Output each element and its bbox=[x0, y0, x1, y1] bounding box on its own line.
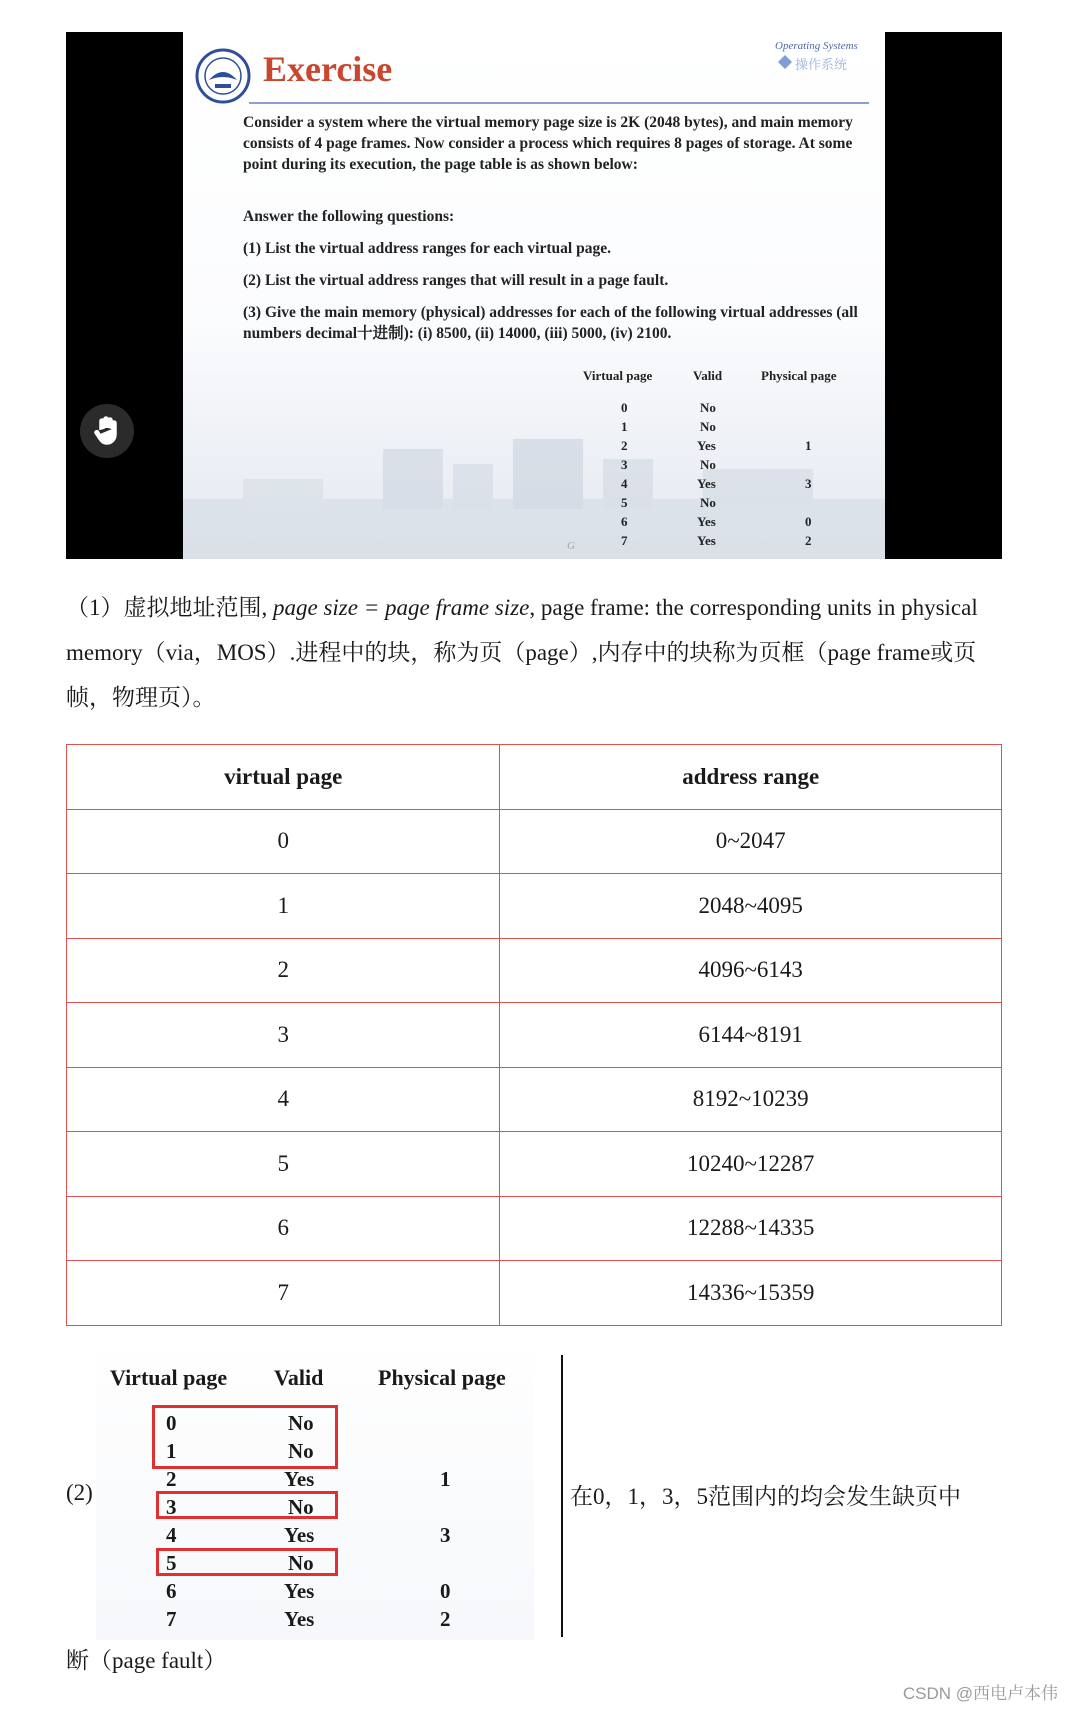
part1-explanation bbox=[66, 585, 1002, 720]
snippet-cell: No bbox=[288, 1495, 314, 1519]
slide-title: Exercise bbox=[263, 49, 393, 89]
table-header-row bbox=[67, 745, 1002, 810]
slide-table-cell: 1 bbox=[805, 438, 812, 453]
cell-address-range: 8192~10239 bbox=[500, 1067, 1002, 1132]
snippet-cell: 0 bbox=[440, 1579, 451, 1603]
slide-table-cell: 4 bbox=[621, 476, 628, 491]
highlight-box-page-5 bbox=[156, 1548, 338, 1576]
snippet-cell: 7 bbox=[166, 1607, 177, 1631]
cell-virtual-page: 5 bbox=[67, 1132, 500, 1197]
slide-paragraph-q2: (2) List the virtual address ranges that will result in a page fault. bbox=[243, 272, 669, 289]
table-row bbox=[67, 1132, 1002, 1197]
snippet-cell: 2 bbox=[166, 1467, 177, 1491]
table-row bbox=[67, 938, 1002, 1003]
part1-math-formula: page size = page frame size bbox=[273, 595, 530, 620]
slide-paragraph-intro: Consider a system where the virtual memory page size is 2K (2048 bytes), and main memory consists of 4 page frames. Now consider a process which requires 8 pages of storage. At some point during its execution, the page table is as shown below: bbox=[243, 114, 853, 173]
slide-paragraph-questions: Answer the following questions: bbox=[243, 208, 455, 225]
header-address-range: address range bbox=[500, 745, 1002, 810]
slide-table-cell: 2 bbox=[621, 438, 628, 453]
header-virtual-page: virtual page bbox=[67, 745, 500, 810]
snippet-header-virtual-page: Virtual page bbox=[110, 1365, 228, 1390]
campus-background-image bbox=[183, 409, 885, 559]
cell-address-range: 14336~15359 bbox=[500, 1261, 1002, 1326]
table-row bbox=[67, 1067, 1002, 1132]
part2-label: (2) bbox=[66, 1480, 93, 1505]
highlight-box-page-3 bbox=[156, 1491, 338, 1519]
snippet-cell: Yes bbox=[284, 1523, 315, 1547]
course-brand-subtitle: 操作系统 bbox=[795, 57, 848, 72]
slide-corner-text: G bbox=[567, 540, 575, 552]
cell-virtual-page: 7 bbox=[67, 1261, 500, 1326]
snippet-cell: Yes bbox=[284, 1467, 315, 1491]
table-row bbox=[67, 874, 1002, 939]
table-row bbox=[67, 1003, 1002, 1068]
snippet-cell: 4 bbox=[166, 1523, 177, 1547]
snippet-cell: 1 bbox=[166, 1439, 177, 1463]
slide-table-header-virtual-page: Virtual page bbox=[583, 368, 653, 383]
snippet-cell: 1 bbox=[440, 1467, 451, 1491]
part1-prefix: （1）虚拟地址范围, bbox=[66, 595, 273, 620]
slide-table-cell: No bbox=[700, 400, 716, 415]
snippet-cell: 3 bbox=[166, 1495, 177, 1519]
snippet-cell: 2 bbox=[440, 1607, 451, 1631]
address-range-table bbox=[66, 744, 1002, 1326]
page-table-snippet bbox=[96, 1355, 534, 1640]
slide-table-cell: Yes bbox=[697, 476, 716, 491]
slide-table-cell: 3 bbox=[805, 476, 812, 491]
cell-address-range: 6144~8191 bbox=[500, 1003, 1002, 1068]
slide-table-cell: 0 bbox=[621, 400, 628, 415]
snippet-cell: No bbox=[288, 1411, 314, 1435]
slide-table-cell: 6 bbox=[621, 514, 628, 529]
slide-content bbox=[183, 32, 885, 559]
slide-table-cell: Yes bbox=[697, 514, 716, 529]
table-row bbox=[67, 1196, 1002, 1261]
cell-virtual-page: 0 bbox=[67, 809, 500, 874]
page-fault-explanation-continued: 断（page fault） bbox=[66, 1648, 227, 1673]
course-brand: Operating Systems bbox=[775, 40, 858, 52]
slide-table-header-physical-page: Physical page bbox=[761, 368, 837, 383]
brand-logo-icon bbox=[777, 54, 793, 70]
slide-table-cell: 2 bbox=[805, 533, 812, 548]
cell-virtual-page: 6 bbox=[67, 1196, 500, 1261]
slide-table-cell: No bbox=[700, 457, 716, 472]
slide-table-cell: 3 bbox=[621, 457, 628, 472]
snippet-cell: No bbox=[288, 1439, 314, 1463]
highlight-box-pages-0-1 bbox=[152, 1405, 338, 1469]
cell-address-range: 10240~12287 bbox=[500, 1132, 1002, 1197]
cell-virtual-page: 4 bbox=[67, 1067, 500, 1132]
snippet-cell: Yes bbox=[284, 1579, 315, 1603]
cell-virtual-page: 1 bbox=[67, 874, 500, 939]
snippet-cell: 0 bbox=[166, 1411, 177, 1435]
slide-table-cell: 7 bbox=[621, 533, 628, 548]
snippet-cell: 5 bbox=[166, 1551, 177, 1575]
cell-virtual-page: 3 bbox=[67, 1003, 500, 1068]
slide-table-cell: No bbox=[700, 419, 716, 434]
table-row bbox=[67, 809, 1002, 874]
snippet-cell: No bbox=[288, 1551, 314, 1575]
slide-table-header-valid: Valid bbox=[693, 368, 723, 383]
slide-table-cell: Yes bbox=[697, 438, 716, 453]
slide-table-cell: 0 bbox=[805, 514, 812, 529]
slide-table-cell: Yes bbox=[697, 533, 716, 548]
snippet-cell: 3 bbox=[440, 1523, 451, 1547]
slide-paragraph-q3: (3) Give the main memory (physical) addresses for each of the following virtual addresses (all numbers decimal十进制): (i) 8500, (ii) 14000, (iii) 5000, (iv) 2100. bbox=[243, 304, 858, 342]
university-logo-icon bbox=[195, 48, 251, 104]
cell-address-range: 12288~14335 bbox=[500, 1196, 1002, 1261]
cell-address-range: 0~2047 bbox=[500, 809, 1002, 874]
cell-virtual-page: 2 bbox=[67, 938, 500, 1003]
title-divider bbox=[249, 102, 869, 104]
raise-hand-icon[interactable] bbox=[80, 404, 134, 458]
slide-table-cell: 1 bbox=[621, 419, 628, 434]
table-row bbox=[67, 1261, 1002, 1326]
snippet-header-valid: Valid bbox=[274, 1365, 324, 1390]
snippet-cell: Yes bbox=[284, 1607, 315, 1631]
cell-address-range: 4096~6143 bbox=[500, 938, 1002, 1003]
slide-table-cell: No bbox=[700, 495, 716, 510]
part1-rest: , page frame: the corresponding units in physical memory（via，MOS）.进程中的块，称为页（page）,内存中的块称为页框（page frame或页帧，物理页）。 bbox=[66, 595, 978, 710]
csdn-watermark: CSDN @西电卢本伟 bbox=[902, 1684, 1058, 1703]
slide-table-cell: 5 bbox=[621, 495, 628, 510]
snippet-cell: 6 bbox=[166, 1579, 177, 1603]
slide-paragraph-q1: (1) List the virtual address ranges for each virtual page. bbox=[243, 240, 611, 257]
page-fault-explanation: 在0，1，3，5范围内的均会发生缺页中 bbox=[570, 1484, 961, 1509]
snippet-header-physical-page: Physical page bbox=[378, 1365, 506, 1390]
cell-address-range: 2048~4095 bbox=[500, 874, 1002, 939]
vertical-divider bbox=[561, 1355, 563, 1637]
lecture-slide-screenshot bbox=[66, 32, 1002, 559]
